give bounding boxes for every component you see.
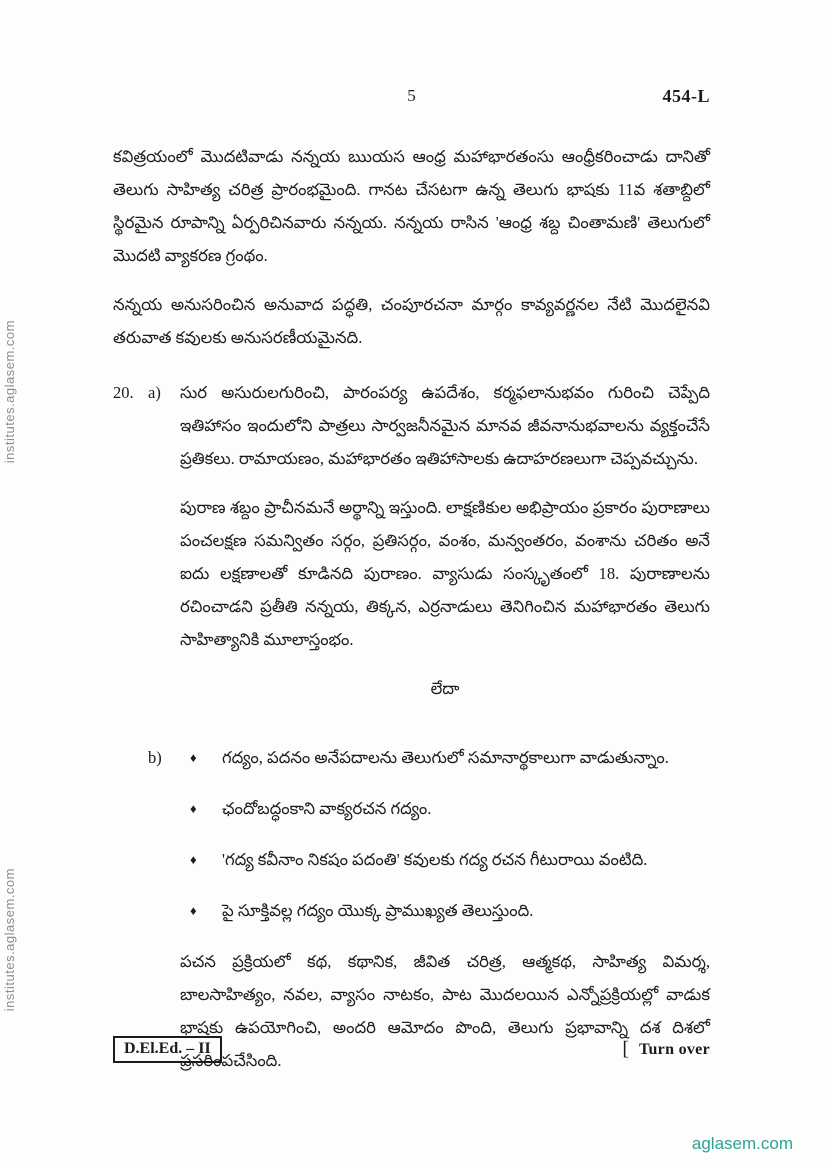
closing-paragraph: పచన ప్రక్రియలో కథ, కథానిక, జీవిత చరిత్ర, ఆత్మకథ, సాహిత్య విమర్శ, బాలసాహిత్యం, నవల, వ్యాసం నాటకం, పాట మొదలయిన ఎన్నోప్రక్రియల్లో వాడుక భాషకు ఉపయోగించి, అందరి ఆమోదం పొంది, తెలుగు ప్రభావాన్ని దశ దిశలో ప్రసరింపచేసింది. bbox=[180, 952, 710, 1070]
turn-over-label: Turn over bbox=[638, 1040, 710, 1058]
paper-code: 454-L bbox=[662, 86, 710, 106]
diamond-bullet-icon: ♦ bbox=[190, 750, 197, 765]
bullet-text: పై సూక్తివల్ల గద్యం యొక్క ప్రాముఖ్యత తెలుస్తుంది. bbox=[222, 901, 534, 920]
page-footer bbox=[113, 1036, 710, 1063]
watermark-bottom-right: aglasem.com bbox=[691, 1134, 793, 1153]
part-a-paragraph-1: సుర అసురులగురించి, పారంపర్య ఉపదేశం, కర్మఫలానుభవం గురించి చెప్పేది ఇతిహాసం ఇందులోని పాత్రలు సార్వజనీనమైన మానవ జీవనానుభవాలను వ్యక్తంచేసే ప్రతికలు. రామాయణం, మహాభారతం ఇతిహాసాలకు ఉదాహరణలుగా చెప్పవచ్చును. bbox=[180, 383, 710, 468]
bullet-text: గద్యం, పదనం అనేపదాలను తెలుగులో సమానార్థకాలుగా వాడుతున్నాం. bbox=[222, 748, 669, 767]
diamond-bullet-icon: ♦ bbox=[190, 852, 197, 867]
intro-paragraph-1: కవిత్రయంలో మొదటివాడు నన్నయ ఋయస ఆంధ్ర మహాభారతంసు ఆంధ్రీకరించాడు దానితో తెలుగు సాహిత్య చరిత్ర ప్రారంభమైంది. గానట చేసటగా ఉన్న తెలుగు భాషకు 11వ శతాబ్దిలో స్థిరమైన రూపాన్ని ఏర్పరిచినవారు నన్నయ. నన్నయ రాసిన 'ఆంధ్ర శబ్ద చింతామణి' తెలుగులో మొదటి వ్యాకరణ గ్రంథం. bbox=[113, 147, 710, 265]
bullet-text: ఛందోబద్ధంకాని వాక్యరచన గద్యం. bbox=[222, 799, 432, 818]
page-header bbox=[113, 86, 710, 110]
list-item bbox=[190, 843, 710, 876]
intro-paragraph-2: నన్నయ అనుసరించిన అనువాద పద్ధతి, చంపూరచనా మార్గం కావ్యవర్ణనల నేటి మొదలైనవి తరువాత కవులకు అనుసరణీయమైనది. bbox=[113, 295, 710, 347]
diamond-bullet-icon: ♦ bbox=[190, 801, 197, 816]
bracket-icon: [ bbox=[622, 1038, 629, 1060]
or-separator: లేదా bbox=[430, 679, 460, 698]
course-code-box: D.El.Ed. – II bbox=[113, 1036, 222, 1063]
part-a-label: a) bbox=[148, 383, 161, 402]
part-a-paragraph-2: పురాణ శబ్దం ప్రాచీనమనే అర్థాన్ని ఇస్తుంది. లాక్షణికుల అభిప్రాయం ప్రకారం పురాణాలు పంచలక్షణ సమన్వితం సర్గం, ప్రతిసర్గం, వంశం, మన్వంతరం, వంశాను చరితం అనే ఐదు లక్షణాలతో కూడినది పురాణం. వ్యాసుడు సంస్కృతంలో 18. పురాణాలను రచించాడని ప్రతీతి నన్నయ, తిక్కన, ఎర్రనాడులు తెనిగించిన మహాభారతం తెలుగు సాహిత్యానికి మూలాస్తంభం. bbox=[180, 498, 710, 649]
list-item bbox=[190, 894, 710, 927]
part-a-body bbox=[180, 376, 710, 719]
list-item bbox=[190, 741, 710, 774]
watermark-left-top: institutes.aglasem.com bbox=[2, 320, 17, 464]
part-b-label: b) bbox=[148, 748, 162, 767]
page-content bbox=[113, 86, 710, 1093]
question-20-part-a bbox=[113, 376, 710, 719]
bullet-text: 'గద్య కవీనాం నికషం పదంతి' కవులకు గద్య రచన గీటురాయి వంటిది. bbox=[222, 850, 648, 869]
list-item bbox=[190, 792, 710, 825]
page-number: 5 bbox=[407, 86, 416, 105]
watermark-left-bottom: institutes.aglasem.com bbox=[2, 868, 17, 1012]
question-number: 20. bbox=[113, 383, 134, 402]
turn-over bbox=[622, 1038, 710, 1061]
diamond-bullet-icon: ♦ bbox=[190, 903, 197, 918]
